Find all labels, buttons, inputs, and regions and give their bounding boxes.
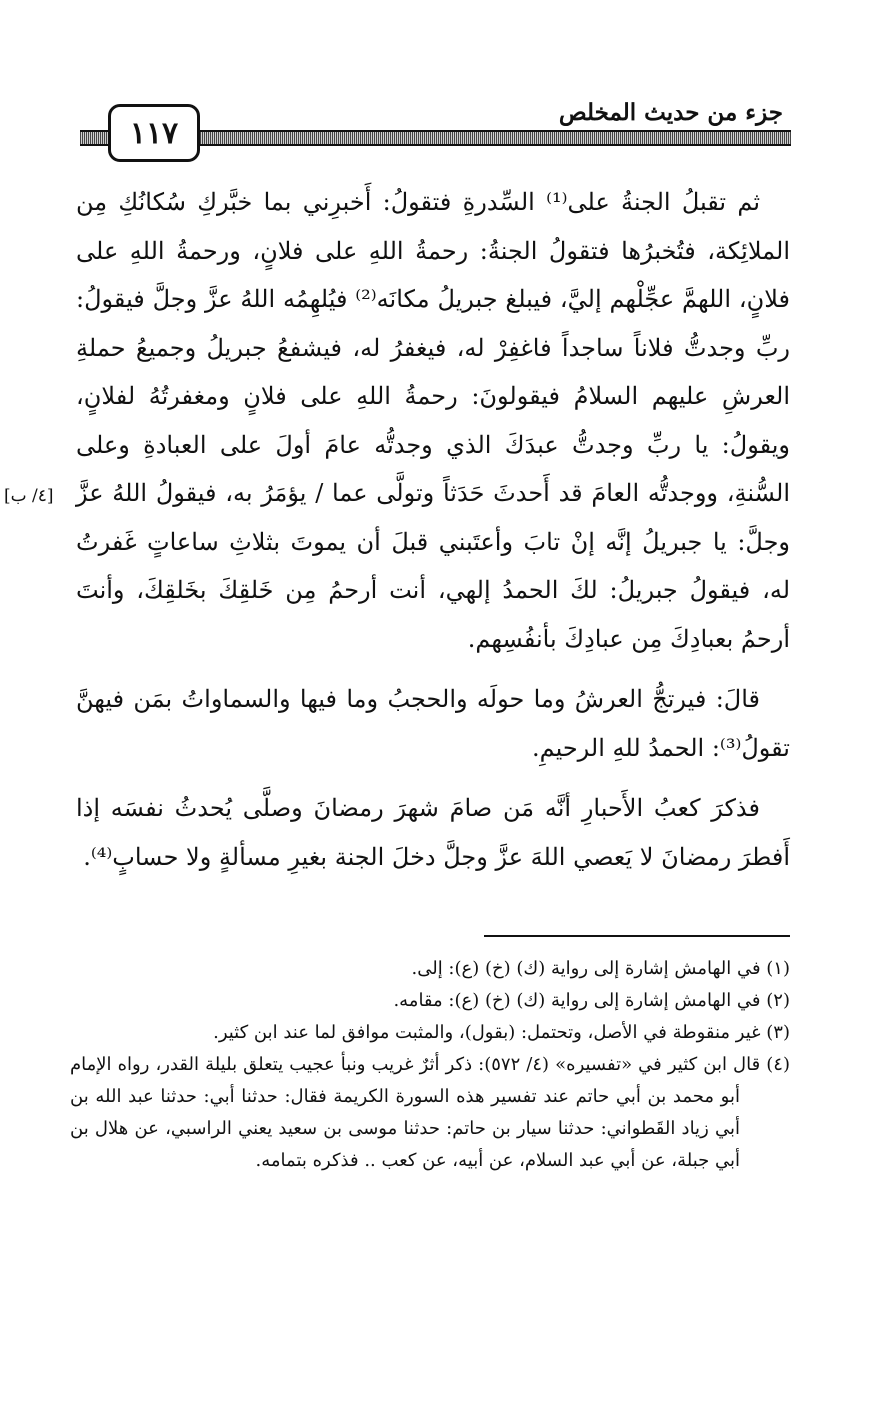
paragraph-3: فذكرَ كعبُ الأَحبارِ أنَّه مَن صامَ شهرَ رمضانَ وصلَّى يُحدثُ نفسَه إذا أَفطرَ رمضانَ لا يَعصي اللهَ عزَّ وجلَّ دخلَ الجنة بغيرِ مسألةٍ ولا حسابٍ⁽⁴⁾. [76, 794, 790, 871]
footnote-3: (٣) غير منقوطة في الأصل، وتحتمل: (بقول)، والمثبت موافق لما عند ابن كثير. [213, 1022, 790, 1043]
main-text [76, 178, 790, 881]
footnote-2: (٢) في الهامش إشارة إلى رواية (ك) (خ) (ع): مقامه. [393, 990, 790, 1011]
running-title: جزء من حديث المخلص [549, 96, 787, 130]
paragraph-2: قالَ: فيرتجُّ العرشُ وما حولَه والحجبُ وما فيها والسماواتُ بمَن فيهنَّ تقولُ⁽³⁾: الحمدُ للهِ الرحيمِ. [76, 685, 790, 762]
manuscript-folio-marker: [٤/ ب] [4, 486, 54, 506]
footnotes [70, 953, 790, 1177]
page-header [80, 96, 791, 160]
paragraph-1: ثم تقبلُ الجنةُ على⁽¹⁾ السِّدرةِ فتقولُ: أَخبرِني بما خبَّركِ سُكانُكِ مِن الملائِكة، فتُخبرُها فتقولُ الجنةُ: رحمةُ اللهِ على فلانٍ، ورحمةُ اللهِ على فلانٍ، اللهمَّ عجِّلْهم إليَّ، فيبلغ جبريلُ مكانَه⁽²⁾ فيُلهِمُه اللهُ عزَّ وجلَّ فيقولُ: ربِّ وجدتُّ فلاناً ساجداً فاغفِرْ له، فيغفرُ له، فيشفعُ جبريلُ وجميعُ حملةِ العرشِ عليهم السلامُ فيقولونَ: رحمةُ اللهِ على فلانٍ ومغفرتُهُ لفلانٍ، ويقولُ: يا ربِّ وجدتُّ عبدَكَ الذي وجدتُّه عامَ أولَ على العبادةِ وعلى السُّنةِ، ووجدتُّه العامَ قد أَحدثَ حَدَثاً وتولَّى عما / يؤمَرُ به، فيقولُ اللهُ عزَّ وجلَّ: يا جبريلُ إنَّه إنْ تابَ وأعتَبني قبلَ أن يموتَ بثلاثِ ساعاتٍ غَفرتُ له، فيقولُ جبريلُ: لكَ الحمدُ إلهي، أنت أرحمُ مِن خَلقِكَ بخَلقِكَ، وأنتَ أرحمُ بعبادِكَ مِن عبادِكَ بأنفُسِهم. [76, 188, 791, 653]
footnote-separator [484, 935, 790, 937]
page-number: ١١٧ [108, 104, 200, 162]
footnote-1: (١) في الهامش إشارة إلى رواية (ك) (خ) (ع): إلى. [411, 958, 790, 979]
footnote-4: (٤) قال ابن كثير في «تفسيره» (٤/ ٥٧٢): ذكر أثرٌ غريب ونبأ عجيب يتعلق بليلة القدر، رواه الإمام أبو محمد بن أبي حاتم عند تفسير هذه السورة الكريمة فقال: حدثنا أبي: حدثنا عبد الله بن أبي زياد القَطواني: حدثنا سيار بن حاتم: حدثنا موسى بن سعيد يعني الراسبي، عن هلال بن أبي جبلة، عن أبي عبد السلام، عن أبيه، عن كعب .. فذكره بتمامه. [70, 1054, 790, 1171]
